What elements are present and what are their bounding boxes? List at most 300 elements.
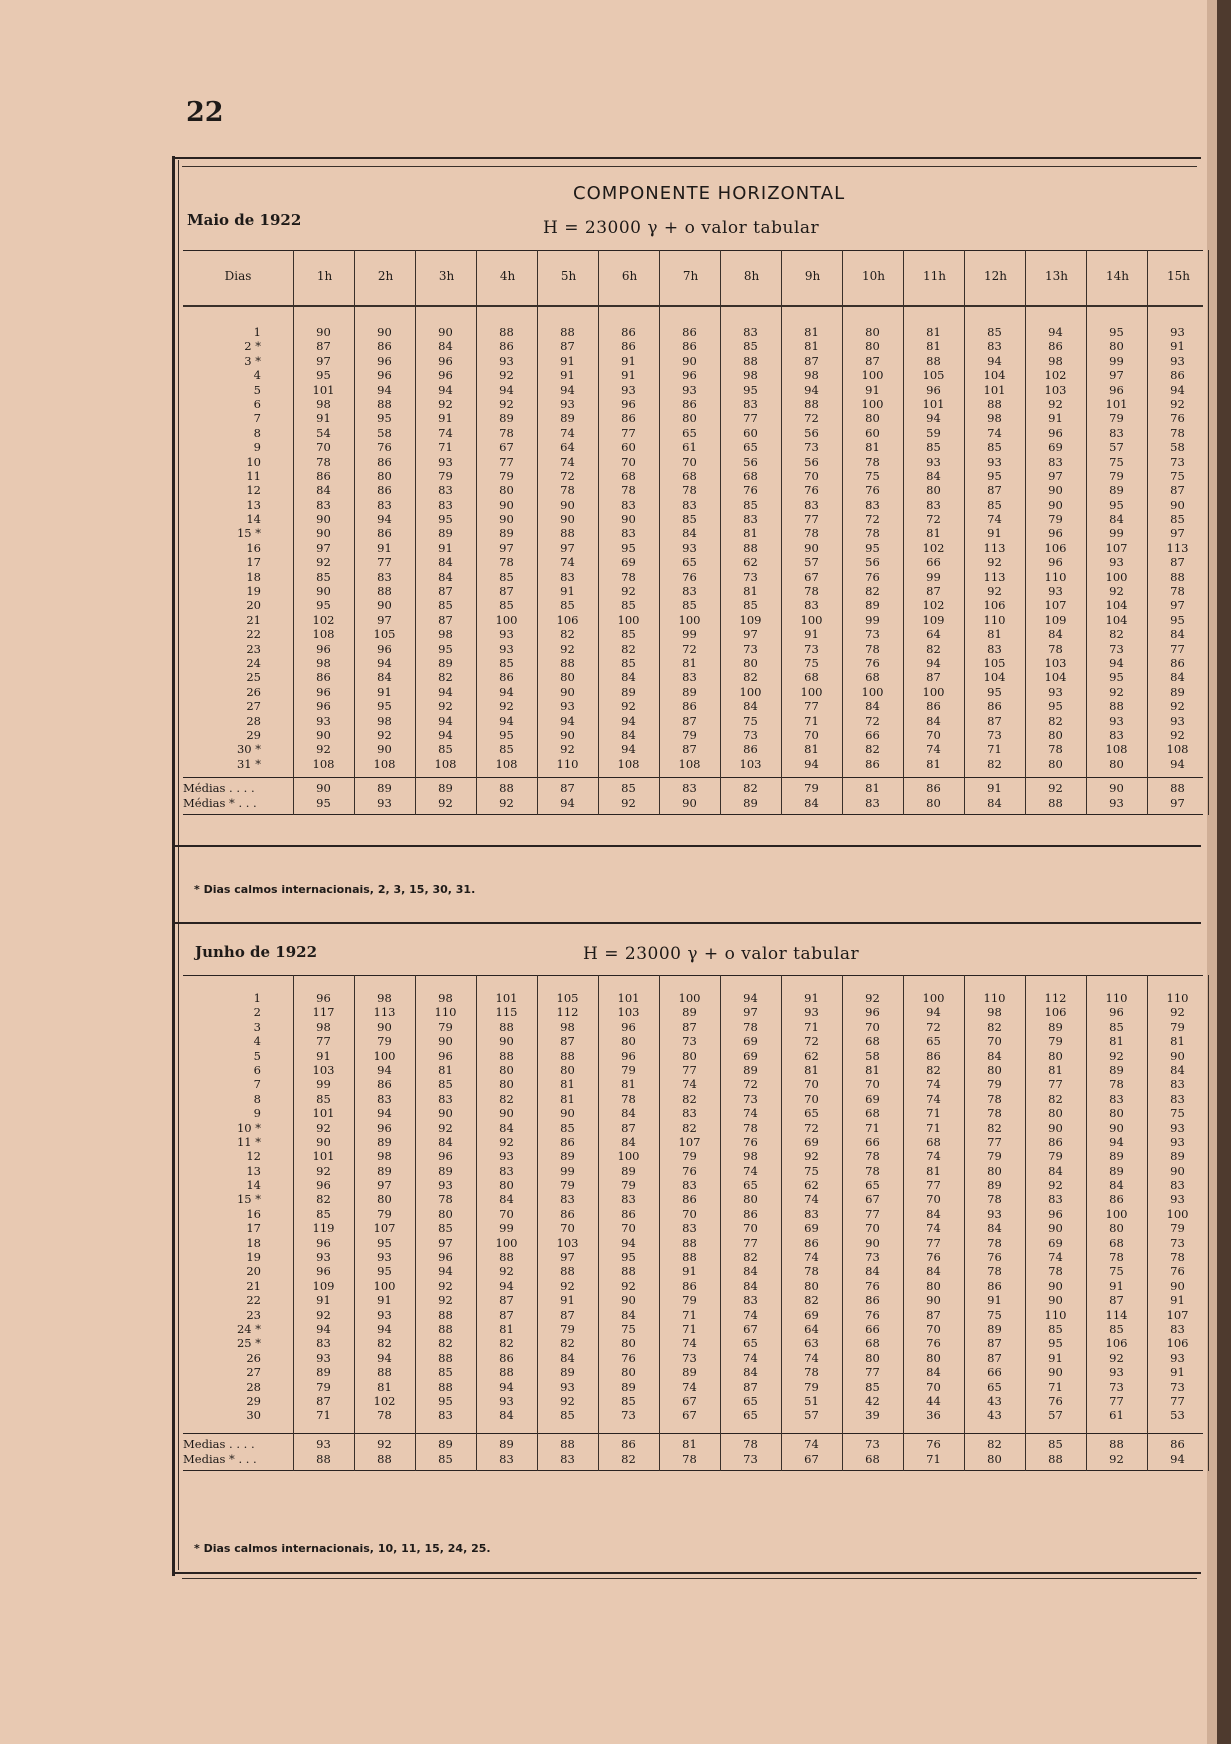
value-cell: 81 [560,1077,575,1092]
mean-cell: 76 [926,1436,941,1451]
mean-cell: 94 [1170,1451,1185,1466]
value-cell: 81 [1048,1062,1063,1077]
value-cell: 112 [1044,991,1067,1005]
value-cell: 101 [312,1149,335,1164]
day-label: 26 [246,684,261,699]
mean-cell: 88 [499,781,514,796]
mean-cell: 93 [377,796,392,811]
value-cell: 94 [804,756,819,771]
value-cell: 93 [377,1307,392,1322]
value-cell: 96 [621,396,636,411]
value-cell: 87 [316,1393,331,1408]
value-cell: 67 [743,1321,758,1336]
day-label: 4 [253,368,261,383]
value-cell: 63 [804,1336,819,1351]
mean-label: Medias * . . . [183,1451,257,1466]
column-rule [842,975,843,1471]
value-cell: 88 [499,1365,514,1380]
value-cell: 100 [800,684,823,699]
value-cell: 95 [438,512,453,527]
mean-cell: 92 [499,796,514,811]
value-cell: 71 [865,1120,880,1135]
value-cell: 95 [1109,497,1124,512]
may-note: * Dias calmos internacionais, 2, 3, 15, 30, 31. [194,883,476,896]
value-cell: 85 [316,1091,331,1106]
value-cell: 70 [865,1221,880,1236]
mean-label: Medias . . . . [183,1436,255,1451]
value-cell: 90 [1170,1278,1185,1293]
value-cell: 74 [682,1077,697,1092]
table-row [183,1279,1203,1293]
value-cell: 80 [621,1034,636,1049]
value-cell: 96 [438,368,453,383]
value-cell: 98 [560,1019,575,1034]
value-cell: 89 [499,526,514,541]
value-cell: 92 [499,699,514,714]
value-cell: 84 [621,1307,636,1322]
value-cell: 94 [926,1005,941,1020]
value-cell: 93 [1170,713,1185,728]
value-cell: 83 [682,1178,697,1193]
value-cell: 82 [682,1120,697,1135]
value-cell: 85 [621,598,636,613]
value-cell: 91 [377,684,392,699]
value-cell: 94 [438,382,453,397]
value-cell: 86 [621,339,636,354]
june-title: Junho de 1922 [195,943,318,961]
value-cell: 87 [987,483,1002,498]
value-cell: 73 [743,1091,758,1106]
value-cell: 76 [743,483,758,498]
table-row [183,411,1203,425]
value-cell: 108 [373,756,396,771]
value-cell: 76 [865,1278,880,1293]
value-cell: 94 [377,1106,392,1121]
value-cell: 84 [743,1365,758,1380]
value-cell: 64 [560,440,575,455]
day-label: 25 [246,670,261,685]
mean-cell: 82 [621,1451,636,1466]
day-label: 8 [253,1091,261,1106]
mean-cell: 91 [987,781,1002,796]
value-cell: 108 [1166,742,1189,757]
day-label: 28 [246,713,261,728]
value-cell: 96 [377,353,392,368]
value-cell: 91 [804,627,819,642]
value-cell: 98 [316,655,331,670]
column-rule [537,250,538,815]
header-hour: 8h [720,251,782,301]
value-cell: 106 [1044,1005,1067,1020]
value-cell: 90 [377,1019,392,1034]
value-cell: 86 [987,1278,1002,1293]
value-cell: 65 [682,425,697,440]
table-row [183,1394,1203,1408]
value-cell: 71 [926,1106,941,1121]
june-top-rule [175,922,1201,924]
value-cell: 57 [1109,440,1124,455]
value-cell: 94 [377,512,392,527]
value-cell: 98 [377,991,392,1005]
value-cell: 93 [499,353,514,368]
value-cell: 87 [499,1307,514,1322]
value-cell: 100 [800,612,823,627]
value-cell: 72 [865,713,880,728]
table-row [183,685,1203,699]
value-cell: 78 [1170,425,1185,440]
value-cell: 107 [678,1134,701,1149]
value-cell: 83 [804,1206,819,1221]
value-cell: 83 [560,1192,575,1207]
day-label: 19 [246,1250,261,1265]
value-cell: 96 [377,368,392,383]
value-cell: 87 [743,1379,758,1394]
mean-cell: 71 [926,1451,941,1466]
value-cell: 76 [1048,1393,1063,1408]
value-cell: 85 [316,569,331,584]
table-row [183,1336,1203,1350]
table-row [183,426,1203,440]
value-cell: 91 [316,1293,331,1308]
day-label: 15 * [236,526,261,541]
value-cell: 86 [499,1350,514,1365]
value-cell: 89 [682,1365,697,1380]
value-cell: 93 [987,454,1002,469]
mean-cell: 73 [865,1436,880,1451]
value-cell: 80 [865,1350,880,1365]
value-cell: 97 [499,540,514,555]
value-cell: 119 [312,1221,335,1236]
value-cell: 96 [316,991,331,1005]
value-cell: 92 [987,584,1002,599]
value-cell: 89 [560,411,575,426]
value-cell: 89 [621,1163,636,1178]
mean-row [183,1452,1203,1467]
day-label: 3 * [244,353,261,368]
value-cell: 56 [743,454,758,469]
value-cell: 83 [987,339,1002,354]
value-cell: 84 [926,713,941,728]
value-cell: 94 [1170,756,1185,771]
value-cell: 77 [377,555,392,570]
mean-cell: 89 [438,1436,453,1451]
value-cell: 96 [316,684,331,699]
column-rule [1147,975,1148,1471]
value-cell: 100 [861,684,884,699]
value-cell: 87 [926,670,941,685]
header-hour: 2h [354,251,416,301]
value-cell: 89 [1109,483,1124,498]
value-cell: 81 [926,325,941,339]
value-cell: 70 [682,1206,697,1221]
value-cell: 69 [1048,440,1063,455]
value-cell: 88 [804,396,819,411]
mean-cell: 93 [316,1436,331,1451]
value-cell: 91 [316,1048,331,1063]
value-cell: 78 [499,425,514,440]
value-cell: 73 [682,1350,697,1365]
value-cell: 65 [743,1336,758,1351]
table-row [183,613,1203,627]
value-cell: 79 [560,1321,575,1336]
value-cell: 101 [495,991,518,1005]
value-cell: 82 [499,1336,514,1351]
value-cell: 80 [621,1336,636,1351]
column-rule [1147,250,1148,815]
table-row [183,1264,1203,1278]
value-cell: 65 [743,1178,758,1193]
value-cell: 83 [438,1408,453,1423]
value-cell: 68 [865,1106,880,1121]
value-cell: 78 [1048,1264,1063,1279]
value-cell: 95 [621,540,636,555]
mean-cell: 74 [804,1436,819,1451]
value-cell: 88 [682,1250,697,1265]
value-cell: 95 [499,727,514,742]
value-cell: 93 [499,641,514,656]
value-cell: 80 [499,1077,514,1092]
value-cell: 76 [621,1350,636,1365]
value-cell: 82 [621,641,636,656]
value-cell: 87 [438,612,453,627]
value-cell: 93 [987,1206,1002,1221]
value-cell: 93 [1048,684,1063,699]
value-cell: 65 [804,1106,819,1121]
value-cell: 91 [377,1293,392,1308]
value-cell: 93 [499,1393,514,1408]
value-cell: 95 [377,699,392,714]
june-rows [183,975,1203,1423]
value-cell: 98 [438,627,453,642]
value-cell: 78 [865,1163,880,1178]
day-label: 2 * [244,339,261,354]
value-cell: 68 [743,468,758,483]
value-cell: 87 [987,1350,1002,1365]
value-cell: 85 [499,569,514,584]
value-cell: 84 [987,1048,1002,1063]
table-row [183,1308,1203,1322]
table-row [183,642,1203,656]
value-cell: 78 [987,1264,1002,1279]
value-cell: 110 [434,1005,457,1020]
value-cell: 85 [682,598,697,613]
value-cell: 89 [438,1163,453,1178]
value-cell: 79 [987,1077,1002,1092]
value-cell: 82 [438,670,453,685]
value-cell: 78 [804,1365,819,1380]
value-cell: 36 [926,1408,941,1423]
value-cell: 95 [1109,325,1124,339]
table-row [183,728,1203,742]
value-cell: 86 [499,670,514,685]
table-row [183,526,1203,540]
value-cell: 86 [743,1206,758,1221]
value-cell: 90 [499,497,514,512]
table-row [183,1005,1203,1019]
value-cell: 92 [621,584,636,599]
value-cell: 78 [865,641,880,656]
value-cell: 104 [1105,598,1128,613]
value-cell: 96 [316,1264,331,1279]
value-cell: 87 [560,1307,575,1322]
value-cell: 77 [1170,1393,1185,1408]
value-cell: 78 [804,526,819,541]
mean-row [183,781,1203,796]
value-cell: 80 [1048,756,1063,771]
day-label: 25 * [236,1336,261,1351]
value-cell: 87 [560,1034,575,1049]
value-cell: 83 [377,1091,392,1106]
value-cell: 78 [316,454,331,469]
column-rule [903,250,904,815]
value-cell: 92 [560,641,575,656]
value-cell: 73 [743,569,758,584]
value-cell: 96 [1048,555,1063,570]
value-cell: 83 [682,584,697,599]
value-cell: 99 [926,569,941,584]
value-cell: 70 [804,1091,819,1106]
column-rule [415,250,416,815]
value-cell: 83 [682,1106,697,1121]
value-cell: 72 [743,1077,758,1092]
table-row [183,440,1203,454]
value-cell: 76 [865,483,880,498]
value-cell: 84 [1109,512,1124,527]
value-cell: 102 [922,598,945,613]
value-cell: 94 [987,353,1002,368]
value-cell: 100 [739,684,762,699]
value-cell: 92 [377,727,392,742]
value-cell: 84 [865,1264,880,1279]
table-row [183,1164,1203,1178]
value-cell: 81 [682,655,697,670]
value-cell: 84 [1048,1163,1063,1178]
value-cell: 79 [1048,512,1063,527]
value-cell: 100 [495,1235,518,1250]
value-cell: 76 [682,569,697,584]
value-cell: 87 [987,713,1002,728]
value-cell: 71 [804,713,819,728]
mean-cell: 83 [560,1451,575,1466]
value-cell: 80 [865,339,880,354]
value-cell: 57 [804,1408,819,1423]
value-cell: 108 [617,756,640,771]
may-table [183,250,1203,815]
value-cell: 75 [621,1321,636,1336]
value-cell: 109 [739,612,762,627]
value-cell: 91 [438,540,453,555]
value-cell: 88 [1170,569,1185,584]
value-cell: 107 [373,1221,396,1236]
value-cell: 90 [1048,1120,1063,1135]
value-cell: 87 [1170,555,1185,570]
table-row [183,512,1203,526]
value-cell: 78 [621,483,636,498]
value-cell: 93 [560,1379,575,1394]
day-label: 24 [246,655,261,670]
value-cell: 81 [804,742,819,757]
value-cell: 82 [865,584,880,599]
header-hour: 7h [659,251,721,301]
value-cell: 56 [865,555,880,570]
value-cell: 90 [1048,1221,1063,1236]
value-cell: 58 [377,425,392,440]
mean-cell: 90 [1109,781,1124,796]
value-cell: 88 [499,1019,514,1034]
day-label: 19 [246,584,261,599]
value-cell: 92 [621,699,636,714]
value-cell: 85 [560,1408,575,1423]
value-cell: 81 [1109,1034,1124,1049]
value-cell: 73 [1170,1379,1185,1394]
value-cell: 87 [987,1336,1002,1351]
mean-cell: 95 [316,796,331,811]
value-cell: 78 [743,1019,758,1034]
column-rule [659,250,660,815]
value-cell: 103 [556,1235,579,1250]
value-cell: 77 [1109,1393,1124,1408]
value-cell: 78 [804,1264,819,1279]
value-cell: 109 [922,612,945,627]
day-label: 28 [246,1379,261,1394]
day-label: 14 [246,1178,261,1193]
value-cell: 69 [743,1048,758,1063]
table-row [183,1365,1203,1379]
table-row [183,1322,1203,1336]
table-row [183,541,1203,555]
value-cell: 86 [865,756,880,771]
day-label: 7 [253,411,261,426]
value-cell: 92 [1109,1350,1124,1365]
value-cell: 92 [316,555,331,570]
value-cell: 110 [1044,1307,1067,1322]
value-cell: 54 [316,425,331,440]
value-cell: 89 [621,684,636,699]
value-cell: 95 [438,641,453,656]
value-cell: 71 [316,1408,331,1423]
header-hour: 6h [598,251,660,301]
value-cell: 81 [560,1091,575,1106]
value-cell: 78 [987,1091,1002,1106]
value-cell: 88 [1109,699,1124,714]
mean-row [183,796,1203,811]
value-cell: 88 [743,353,758,368]
value-cell: 84 [621,1134,636,1149]
table-row [183,1351,1203,1365]
value-cell: 90 [1109,1120,1124,1135]
value-cell: 89 [1109,1149,1124,1164]
value-cell: 102 [312,612,335,627]
value-cell: 69 [1048,1235,1063,1250]
value-cell: 82 [926,1062,941,1077]
value-cell: 100 [1105,1206,1128,1221]
value-cell: 91 [560,353,575,368]
value-cell: 94 [560,713,575,728]
value-cell: 92 [1109,684,1124,699]
day-label: 2 [253,1005,261,1020]
value-cell: 88 [499,1250,514,1265]
main-title: COMPONENTE HORIZONTAL [573,183,846,204]
value-cell: 98 [804,368,819,383]
bottom-rule-thin [182,1578,1197,1579]
value-cell: 71 [987,742,1002,757]
mean-cell: 89 [743,796,758,811]
value-cell: 96 [377,641,392,656]
value-cell: 82 [1109,627,1124,642]
value-cell: 74 [560,555,575,570]
value-cell: 43 [987,1393,1002,1408]
value-cell: 74 [804,1350,819,1365]
